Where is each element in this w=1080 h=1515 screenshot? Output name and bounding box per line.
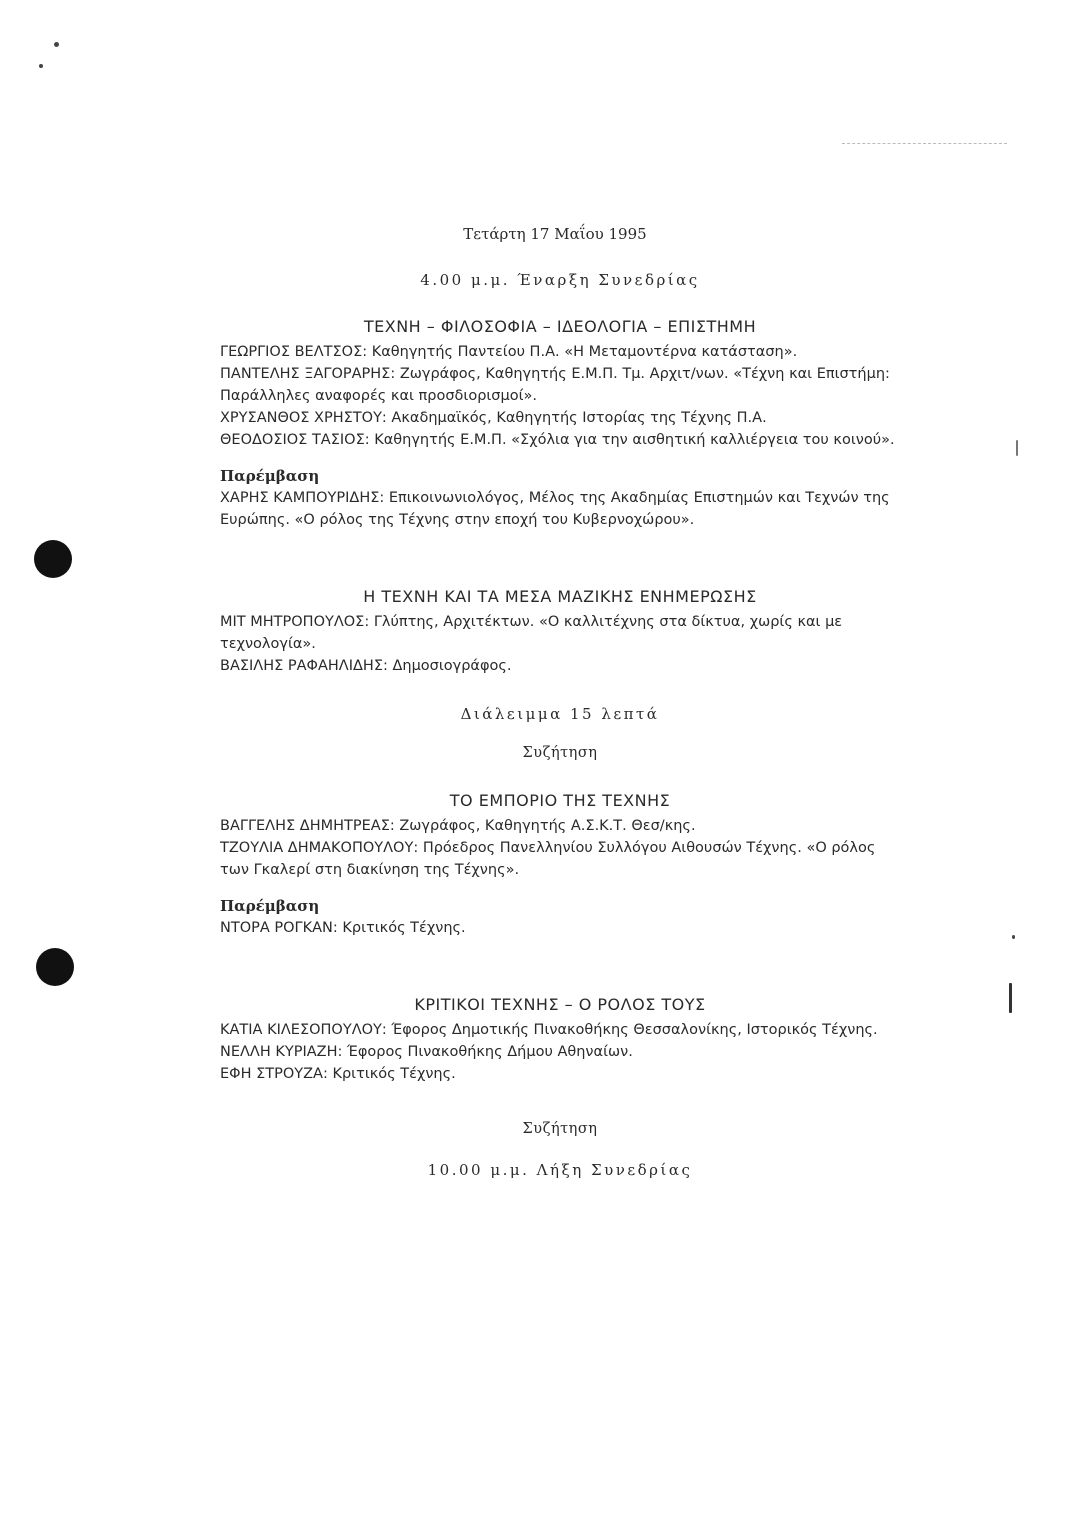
intervention-entry: ΝΤΟΡΑ ΡΟΓΚΑΝ: Κριτικός Τέχνης. bbox=[220, 920, 466, 936]
punch-hole bbox=[36, 948, 74, 986]
section-speakers bbox=[220, 815, 900, 881]
speaker-entry: ΠΑΝΤΕΛΗΣ ΞΑΓΟΡΑΡΗΣ: Ζωγράφος, Καθηγητής Ε.Μ.Π. Τμ. Αρχιτ/νων. «Τέχνη και Επιστήμη: Παράλληλες αναφορές και προσδιορισμοί». bbox=[220, 366, 890, 404]
scan-speck bbox=[39, 64, 43, 68]
program-content bbox=[220, 225, 900, 1191]
scan-line bbox=[842, 143, 1007, 145]
scan-mark bbox=[1016, 440, 1018, 456]
intervention-heading: Παρέμβαση bbox=[220, 467, 320, 485]
intervention-heading: Παρέμβαση bbox=[220, 897, 320, 915]
speaker-entry: ΚΑΤΙΑ ΚΙΛΕΣΟΠΟΥΛΟΥ: Έφορος Δημοτικής Πινακοθήκης Θεσσαλονίκης, Ιστορικός Τέχνης. bbox=[220, 1022, 878, 1038]
section-title: ΤΟ ΕΜΠΟΡΙΟ ΤΗΣ ΤΕΧΝΗΣ bbox=[449, 791, 671, 810]
punch-hole bbox=[34, 540, 72, 578]
session-opening: 4.00 μ.μ. Έναρξη Συνεδρίας bbox=[420, 271, 700, 289]
section-speakers bbox=[220, 1019, 900, 1085]
speaker-entry: ΤΖΟΥΛΙΑ ΔΗΜΑΚΟΠΟΥΛΟΥ: Πρόεδρος Πανελληνίου Συλλόγου Αιθουσών Τέχνης. «Ο ρόλος των Γκαλερί στη διακίνηση της Τέχνης». bbox=[220, 840, 876, 878]
section-title: ΤΕΧΝΗ – ΦΙΛΟΣΟΦΙΑ – ΙΔΕΟΛΟΓΙΑ – ΕΠΙΣΤΗΜΗ bbox=[363, 317, 757, 336]
speaker-entry: ΜΙΤ ΜΗΤΡΟΠΟΥΛΟΣ: Γλύπτης, Αρχιτέκτων. «Ο καλλιτέχνης στα δίκτυα, χωρίς και με τεχνολογία». bbox=[220, 614, 843, 652]
speaker-entry: ΓΕΩΡΓΙΟΣ ΒΕΛΤΣΟΣ: Καθηγητής Παντείου Π.Α. «Η Μεταμοντέρνα κατάσταση». bbox=[220, 344, 798, 360]
section-title: ΚΡΙΤΙΚΟΙ ΤΕΧΝΗΣ – Ο ΡΟΛΟΣ ΤΟΥΣ bbox=[414, 995, 706, 1014]
scan-mark bbox=[1009, 983, 1012, 1013]
speaker-entry: ΝΕΛΛΗ ΚΥΡΙΑΖΗ: Έφορος Πινακοθήκης Δήμου Αθηναίων. bbox=[220, 1044, 633, 1060]
scan-speck bbox=[54, 42, 59, 47]
discussion-label: Συζήτηση bbox=[522, 745, 598, 761]
scan-speck bbox=[1012, 935, 1015, 939]
section-title: Η ΤΕΧΝΗ ΚΑΙ ΤΑ ΜΕΣΑ ΜΑΖΙΚΗΣ ΕΝΗΜΕΡΩΣΗΣ bbox=[363, 587, 757, 606]
speaker-entry: ΧΡΥΣΑΝΘΟΣ ΧΡΗΣΤΟΥ: Ακαδημαϊκός, Καθηγητής Ιστορίας της Τέχνης Π.Α. bbox=[220, 410, 767, 426]
discussion-label: Συζήτηση bbox=[522, 1121, 598, 1137]
session-closing: 10.00 μ.μ. Λήξη Συνεδρίας bbox=[427, 1161, 693, 1179]
break-notice: Διάλειμμα 15 λεπτά bbox=[460, 705, 660, 723]
intervention-entry: ΧΑΡΗΣ ΚΑΜΠΟΥΡΙΔΗΣ: Επικοινωνιολόγος, Μέλος της Ακαδημίας Επιστημών και Τεχνών της Ευρώπης. «Ο ρόλος της Τέχνης στην εποχή του Κυβερνοχώρου». bbox=[220, 490, 890, 528]
section-speakers bbox=[220, 341, 900, 451]
speaker-entry: ΕΦΗ ΣΤΡΟΥΖΑ: Κριτικός Τέχνης. bbox=[220, 1066, 456, 1082]
section-speakers bbox=[220, 611, 900, 677]
speaker-entry: ΘΕΟΔΟΣΙΟΣ ΤΑΣΙΟΣ: Καθηγητής Ε.Μ.Π. «Σχόλια για την αισθητική καλλιέργεια του κοινού». bbox=[220, 432, 895, 448]
speaker-entry: ΒΑΣΙΛΗΣ ΡΑΦΑΗΛΙΔΗΣ: Δημοσιογράφος. bbox=[220, 658, 512, 674]
program-date: Τετάρτη 17 Μαΐου 1995 bbox=[463, 225, 647, 243]
speaker-entry: ΒΑΓΓΕΛΗΣ ΔΗΜΗΤΡΕΑΣ: Ζωγράφος, Καθηγητής Α.Σ.Κ.Τ. Θεσ/κης. bbox=[220, 818, 696, 834]
